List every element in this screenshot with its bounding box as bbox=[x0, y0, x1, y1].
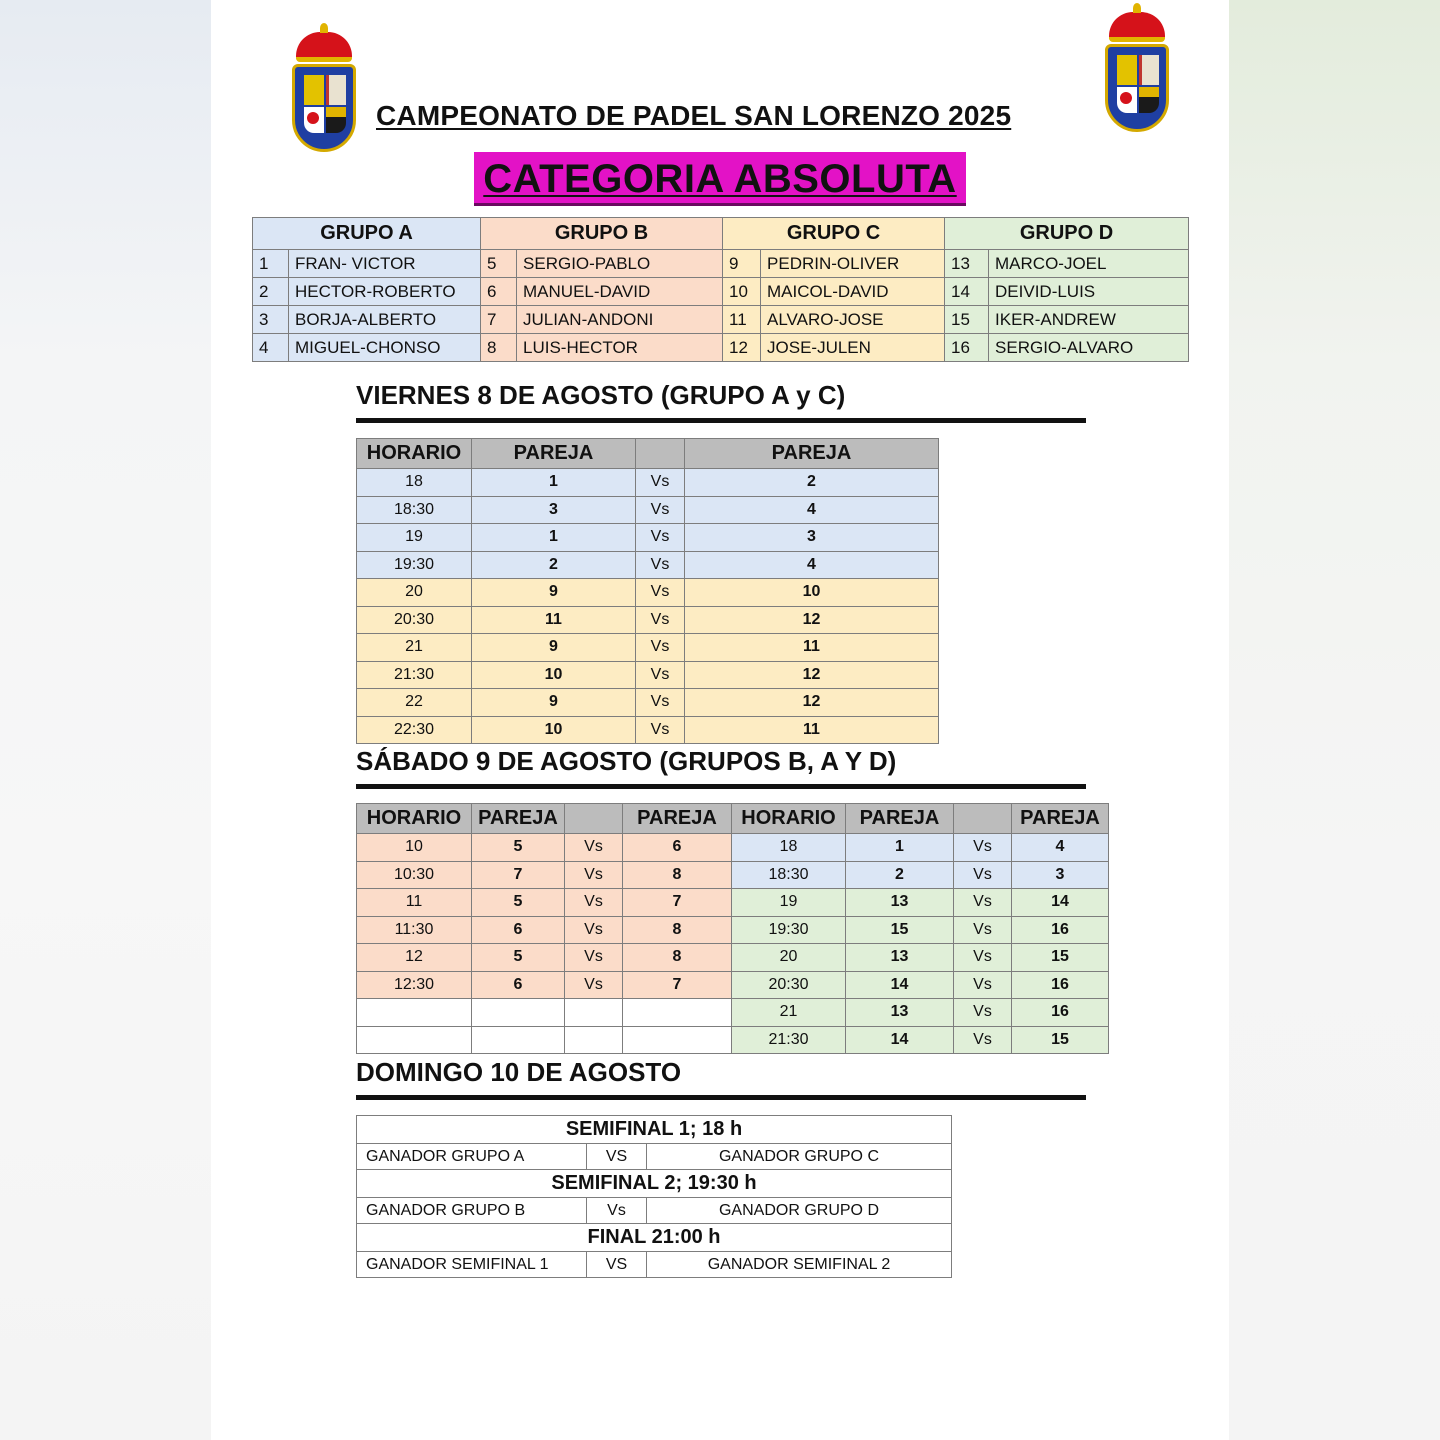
saturday-rule bbox=[356, 784, 1086, 789]
match-row bbox=[357, 971, 1109, 999]
groups-header-row bbox=[253, 218, 1189, 250]
header-pareja: PAREJA bbox=[685, 439, 939, 469]
match-time: 21:30 bbox=[357, 661, 472, 689]
vs-label: Vs bbox=[636, 716, 685, 744]
groups-row bbox=[253, 250, 1189, 278]
vs-label: Vs bbox=[954, 889, 1012, 917]
match-time: 18:30 bbox=[732, 861, 846, 889]
background-left bbox=[0, 0, 211, 1440]
match-row bbox=[357, 889, 1109, 917]
header-pareja: PAREJA bbox=[1012, 804, 1109, 834]
groups-table bbox=[252, 217, 1189, 362]
pair-number: 7 bbox=[481, 306, 517, 334]
pair-a: 10 bbox=[472, 661, 636, 689]
match-time: 10 bbox=[357, 834, 472, 862]
round-match-row bbox=[357, 1144, 952, 1170]
vs-label: VS bbox=[587, 1144, 647, 1170]
saturday-header-row bbox=[357, 804, 1109, 834]
pair-b: 15 bbox=[1012, 1026, 1109, 1054]
match-time: 19 bbox=[732, 889, 846, 917]
header-pareja: PAREJA bbox=[472, 804, 565, 834]
pair-a: 9 bbox=[472, 634, 636, 662]
match-row bbox=[357, 606, 939, 634]
match-time: 20:30 bbox=[732, 971, 846, 999]
pair-names: ALVARO-JOSE bbox=[761, 306, 945, 334]
vs-label bbox=[565, 999, 623, 1027]
round-title-row bbox=[357, 1170, 952, 1198]
vs-label: Vs bbox=[636, 661, 685, 689]
pair-a: 1 bbox=[472, 524, 636, 552]
pair-number: 15 bbox=[945, 306, 989, 334]
vs-label: Vs bbox=[954, 944, 1012, 972]
vs-label: Vs bbox=[954, 1026, 1012, 1054]
match-row bbox=[357, 834, 1109, 862]
pair-a: 10 bbox=[472, 716, 636, 744]
pair-number: 9 bbox=[723, 250, 761, 278]
group-b-header: GRUPO B bbox=[481, 218, 723, 250]
pair-b: 14 bbox=[1012, 889, 1109, 917]
match-time: 22:30 bbox=[357, 716, 472, 744]
pair-names: BORJA-ALBERTO bbox=[289, 306, 481, 334]
pair-a: 14 bbox=[846, 1026, 954, 1054]
pair-a: 5 bbox=[472, 889, 565, 917]
pair-a: 1 bbox=[846, 834, 954, 862]
pair-b: 11 bbox=[685, 716, 939, 744]
match-time: 20 bbox=[732, 944, 846, 972]
vs-label: Vs bbox=[565, 889, 623, 917]
match-time: 11 bbox=[357, 889, 472, 917]
pair-b: 3 bbox=[1012, 861, 1109, 889]
pair-number: 2 bbox=[253, 278, 289, 306]
match-time: 19:30 bbox=[732, 916, 846, 944]
pair-names: MIGUEL-CHONSO bbox=[289, 334, 481, 362]
match-row bbox=[357, 634, 939, 662]
pair-names: DEIVID-LUIS bbox=[989, 278, 1189, 306]
pair-number: 6 bbox=[481, 278, 517, 306]
friday-rule bbox=[356, 418, 1086, 423]
groups-row bbox=[253, 334, 1189, 362]
pair-b: 16 bbox=[1012, 999, 1109, 1027]
pair-b: 8 bbox=[623, 944, 732, 972]
vs-label bbox=[565, 1026, 623, 1054]
pair-b: 6 bbox=[623, 834, 732, 862]
match-time: 12 bbox=[357, 944, 472, 972]
match-row bbox=[357, 716, 939, 744]
coat-of-arms-icon-right bbox=[1101, 12, 1173, 136]
pair-b: 7 bbox=[623, 889, 732, 917]
pair-b: 2 bbox=[685, 469, 939, 497]
pair-names: SERGIO-ALVARO bbox=[989, 334, 1189, 362]
group-a-header: GRUPO A bbox=[253, 218, 481, 250]
pair-b bbox=[623, 999, 732, 1027]
group-d-header: GRUPO D bbox=[945, 218, 1189, 250]
pair-a: 11 bbox=[472, 606, 636, 634]
round-right-team: GANADOR SEMIFINAL 2 bbox=[647, 1252, 952, 1278]
match-time: 20 bbox=[357, 579, 472, 607]
saturday-heading: SÁBADO 9 DE AGOSTO (GRUPOS B, A Y D) bbox=[356, 746, 897, 776]
round-left-team: GANADOR GRUPO A bbox=[357, 1144, 587, 1170]
header-horario: HORARIO bbox=[357, 804, 472, 834]
pair-a: 13 bbox=[846, 999, 954, 1027]
pair-b: 16 bbox=[1012, 916, 1109, 944]
pair-b: 4 bbox=[685, 551, 939, 579]
pair-a: 6 bbox=[472, 916, 565, 944]
pair-a: 5 bbox=[472, 944, 565, 972]
match-time: 18 bbox=[732, 834, 846, 862]
vs-label: Vs bbox=[636, 579, 685, 607]
vs-label: Vs bbox=[565, 861, 623, 889]
header-horario: HORARIO bbox=[357, 439, 472, 469]
match-time: 18 bbox=[357, 469, 472, 497]
vs-label: Vs bbox=[636, 606, 685, 634]
vs-label: Vs bbox=[636, 689, 685, 717]
match-time: 22 bbox=[357, 689, 472, 717]
vs-label: Vs bbox=[954, 916, 1012, 944]
header-pareja: PAREJA bbox=[472, 439, 636, 469]
header-pareja: PAREJA bbox=[846, 804, 954, 834]
match-time bbox=[357, 999, 472, 1027]
match-time: 19 bbox=[357, 524, 472, 552]
round-title: SEMIFINAL 1; 18 h bbox=[357, 1116, 952, 1144]
header-vs bbox=[636, 439, 685, 469]
pair-number: 8 bbox=[481, 334, 517, 362]
match-time: 21:30 bbox=[732, 1026, 846, 1054]
pair-b: 15 bbox=[1012, 944, 1109, 972]
match-row bbox=[357, 1026, 1109, 1054]
round-match-row bbox=[357, 1198, 952, 1224]
round-title: FINAL 21:00 h bbox=[357, 1224, 952, 1252]
pair-number: 3 bbox=[253, 306, 289, 334]
groups-row bbox=[253, 278, 1189, 306]
background-right bbox=[1229, 0, 1440, 1440]
pair-b: 4 bbox=[685, 496, 939, 524]
pair-names: SERGIO-PABLO bbox=[517, 250, 723, 278]
pair-names: JULIAN-ANDONI bbox=[517, 306, 723, 334]
saturday-schedule-table bbox=[356, 803, 1109, 1054]
match-row bbox=[357, 661, 939, 689]
match-time: 21 bbox=[357, 634, 472, 662]
pair-b: 10 bbox=[685, 579, 939, 607]
pair-names: HECTOR-ROBERTO bbox=[289, 278, 481, 306]
match-time: 19:30 bbox=[357, 551, 472, 579]
vs-label: Vs bbox=[954, 999, 1012, 1027]
pair-b: 12 bbox=[685, 689, 939, 717]
pair-b: 8 bbox=[623, 916, 732, 944]
vs-label: Vs bbox=[636, 524, 685, 552]
pair-a: 7 bbox=[472, 861, 565, 889]
pair-number: 10 bbox=[723, 278, 761, 306]
pair-names: MARCO-JOEL bbox=[989, 250, 1189, 278]
pair-b: 3 bbox=[685, 524, 939, 552]
finals-table bbox=[356, 1115, 952, 1278]
header-vs bbox=[565, 804, 623, 834]
pair-a: 13 bbox=[846, 944, 954, 972]
vs-label: Vs bbox=[954, 971, 1012, 999]
pair-b: 12 bbox=[685, 606, 939, 634]
page-title: CAMPEONATO DE PADEL SAN LORENZO 2025 bbox=[376, 100, 1012, 131]
match-row bbox=[357, 689, 939, 717]
vs-label: Vs bbox=[954, 861, 1012, 889]
sunday-rule bbox=[356, 1095, 1086, 1100]
pair-number: 5 bbox=[481, 250, 517, 278]
pair-a: 9 bbox=[472, 579, 636, 607]
pair-a: 13 bbox=[846, 889, 954, 917]
pair-number: 13 bbox=[945, 250, 989, 278]
sunday-heading: DOMINGO 10 DE AGOSTO bbox=[356, 1057, 682, 1087]
groups-row bbox=[253, 306, 1189, 334]
pair-a: 14 bbox=[846, 971, 954, 999]
pair-number: 12 bbox=[723, 334, 761, 362]
match-row bbox=[357, 469, 939, 497]
header-horario: HORARIO bbox=[732, 804, 846, 834]
match-time: 12:30 bbox=[357, 971, 472, 999]
match-time: 11:30 bbox=[357, 916, 472, 944]
match-row bbox=[357, 579, 939, 607]
pair-a: 6 bbox=[472, 971, 565, 999]
pair-a: 2 bbox=[472, 551, 636, 579]
round-right-team: GANADOR GRUPO C bbox=[647, 1144, 952, 1170]
friday-heading: VIERNES 8 DE AGOSTO (GRUPO A y C) bbox=[356, 380, 846, 410]
header-vs bbox=[954, 804, 1012, 834]
vs-label: Vs bbox=[565, 944, 623, 972]
pair-names: JOSE-JULEN bbox=[761, 334, 945, 362]
round-right-team: GANADOR GRUPO D bbox=[647, 1198, 952, 1224]
pair-b: 7 bbox=[623, 971, 732, 999]
pair-number: 4 bbox=[253, 334, 289, 362]
vs-label: Vs bbox=[636, 469, 685, 497]
vs-label: Vs bbox=[565, 971, 623, 999]
match-time: 18:30 bbox=[357, 496, 472, 524]
round-left-team: GANADOR GRUPO B bbox=[357, 1198, 587, 1224]
match-time: 20:30 bbox=[357, 606, 472, 634]
round-title: SEMIFINAL 2; 19:30 h bbox=[357, 1170, 952, 1198]
match-row bbox=[357, 944, 1109, 972]
pair-b: 16 bbox=[1012, 971, 1109, 999]
vs-label: Vs bbox=[636, 634, 685, 662]
match-row bbox=[357, 496, 939, 524]
pair-names: LUIS-HECTOR bbox=[517, 334, 723, 362]
round-title-row bbox=[357, 1224, 952, 1252]
pair-a: 15 bbox=[846, 916, 954, 944]
match-time bbox=[357, 1026, 472, 1054]
pair-a bbox=[472, 999, 565, 1027]
vs-label: Vs bbox=[587, 1198, 647, 1224]
pair-b: 4 bbox=[1012, 834, 1109, 862]
category-banner: CATEGORIA ABSOLUTA bbox=[474, 152, 966, 206]
match-time: 10:30 bbox=[357, 861, 472, 889]
match-row bbox=[357, 551, 939, 579]
pair-a: 3 bbox=[472, 496, 636, 524]
friday-header-row bbox=[357, 439, 939, 469]
pair-a: 1 bbox=[472, 469, 636, 497]
round-left-team: GANADOR SEMIFINAL 1 bbox=[357, 1252, 587, 1278]
match-row bbox=[357, 916, 1109, 944]
coat-of-arms-icon-left bbox=[288, 32, 360, 156]
pair-a: 9 bbox=[472, 689, 636, 717]
pair-names: PEDRIN-OLIVER bbox=[761, 250, 945, 278]
vs-label: Vs bbox=[565, 834, 623, 862]
match-row bbox=[357, 861, 1109, 889]
pair-b: 11 bbox=[685, 634, 939, 662]
pair-b bbox=[623, 1026, 732, 1054]
pair-number: 14 bbox=[945, 278, 989, 306]
pair-a: 2 bbox=[846, 861, 954, 889]
pair-b: 8 bbox=[623, 861, 732, 889]
match-time: 21 bbox=[732, 999, 846, 1027]
vs-label: Vs bbox=[636, 496, 685, 524]
vs-label: Vs bbox=[954, 834, 1012, 862]
pair-names: FRAN- VICTOR bbox=[289, 250, 481, 278]
pair-number: 11 bbox=[723, 306, 761, 334]
pair-b: 12 bbox=[685, 661, 939, 689]
pair-number: 1 bbox=[253, 250, 289, 278]
pair-number: 16 bbox=[945, 334, 989, 362]
pair-names: MANUEL-DAVID bbox=[517, 278, 723, 306]
pair-names: IKER-ANDREW bbox=[989, 306, 1189, 334]
pair-a: 5 bbox=[472, 834, 565, 862]
friday-schedule-table bbox=[356, 438, 939, 744]
vs-label: Vs bbox=[565, 916, 623, 944]
round-match-row bbox=[357, 1252, 952, 1278]
header-pareja: PAREJA bbox=[623, 804, 732, 834]
match-row bbox=[357, 524, 939, 552]
pair-names: MAICOL-DAVID bbox=[761, 278, 945, 306]
vs-label: VS bbox=[587, 1252, 647, 1278]
group-c-header: GRUPO C bbox=[723, 218, 945, 250]
pair-a bbox=[472, 1026, 565, 1054]
round-title-row bbox=[357, 1116, 952, 1144]
match-row bbox=[357, 999, 1109, 1027]
vs-label: Vs bbox=[636, 551, 685, 579]
